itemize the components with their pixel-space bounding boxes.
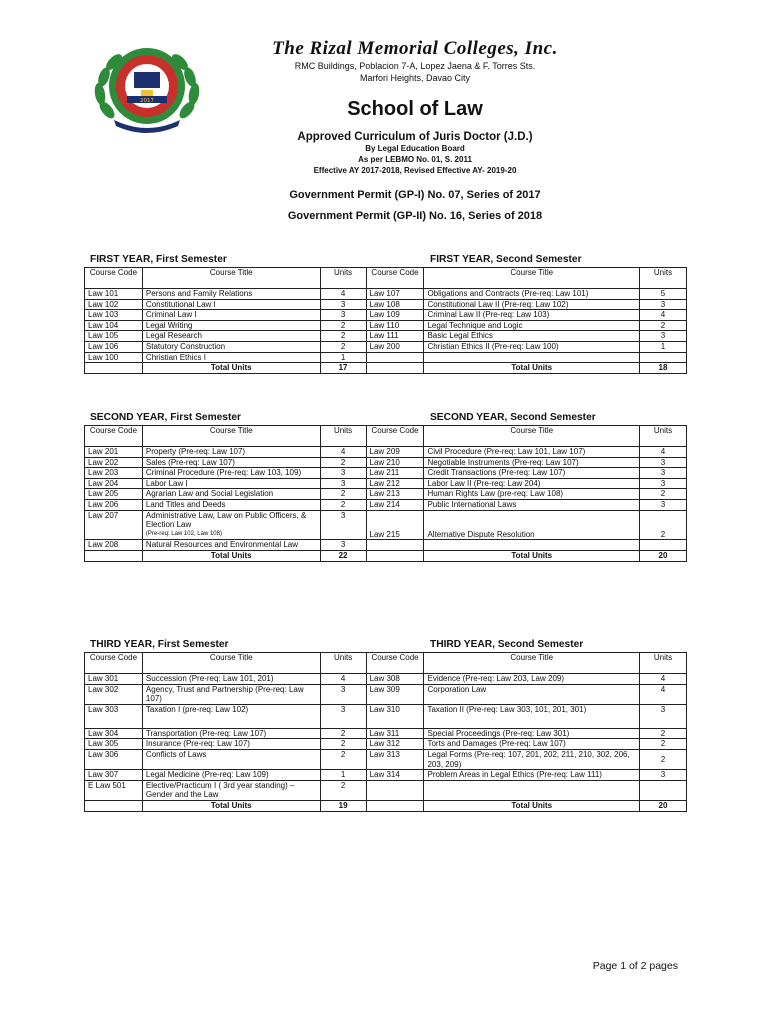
col-course-code: Course Code [85,653,143,674]
course-code: Law 203 [85,468,143,479]
table-header-row [85,653,687,674]
second-year-sem1-title: SECOND YEAR, First Semester [90,412,241,423]
course-units: 3 [640,499,687,510]
course-title: Conflicts of Laws [142,749,320,769]
course-title: Christian Ethics I [142,352,320,363]
course-units: 3 [640,457,687,468]
course-units: 4 [320,289,366,300]
course-code: Law 211 [366,468,424,479]
course-units: 2 [640,510,687,540]
third-year-table [84,652,687,812]
course-title: Property (Pre-req: Law 107) [142,447,320,458]
col-course-title: Course Title [142,653,320,674]
course-title: Legal Writing [142,320,320,331]
table-row [85,489,687,500]
col-course-code: Course Code [366,268,424,289]
first-year-sem1-title: FIRST YEAR, First Semester [90,254,227,265]
course-code: E Law 501 [85,780,143,800]
course-title: Land Titles and Deeds [142,499,320,510]
permit-gp2: Government Permit (GP-II) No. 16, Series of 2018 [287,210,543,222]
table-row [85,457,687,468]
course-units: 4 [640,684,687,704]
course-title: Persons and Family Relations [142,289,320,300]
course-code: Law 314 [366,770,424,781]
table-row [85,331,687,342]
school-title: School of Law [347,98,483,120]
course-title: Legal Forms (Pre-req: 107, 201, 202, 211, 210, 302, 206, 203, 209) [424,749,640,769]
course-code: Law 110 [366,320,424,331]
first-year-table [84,267,687,374]
total-units: 20 [640,800,687,811]
course-code: Law 202 [85,457,143,468]
total-label: Total Units [424,550,640,561]
table-row [85,684,687,704]
table-row [85,749,687,769]
course-title [142,510,320,540]
course-code: Law 306 [85,749,143,769]
table-header-row [85,268,687,289]
table-row [85,299,687,310]
course-title: Public International Laws [424,499,640,510]
course-code: Law 301 [85,674,143,685]
course-code: Law 208 [85,540,143,551]
course-code: Law 102 [85,299,143,310]
table-row [85,704,687,728]
course-code: Law 213 [366,489,424,500]
course-title: Labor Law II (Pre-req: Law 204) [424,478,640,489]
col-course-title: Course Title [142,426,320,447]
course-code: Law 205 [85,489,143,500]
course-code [366,540,424,551]
course-units [640,352,687,363]
col-course-code: Course Code [85,268,143,289]
col-units: Units [640,268,687,289]
course-code: Law 207 [85,510,143,540]
course-units: 3 [320,299,366,310]
table-row [85,468,687,479]
table-row [85,341,687,352]
course-code: Law 302 [85,684,143,704]
board-line: By Legal Education Board [365,144,465,153]
course-units [640,540,687,551]
college-name: The Rizal Memorial Colleges, Inc. [272,38,558,59]
course-code: Law 100 [85,352,143,363]
table-row [85,499,687,510]
course-code: Law 200 [366,341,424,352]
course-title: Torts and Damages (Pre-req: Law 107) [424,739,640,750]
college-seal-logo [92,44,202,134]
course-units: 5 [640,289,687,300]
course-units: 2 [320,780,366,800]
course-units: 4 [640,674,687,685]
total-label: Total Units [424,363,640,374]
course-units: 3 [640,331,687,342]
course-code: Law 309 [366,684,424,704]
course-code: Law 101 [85,289,143,300]
course-title: Constitutional Law I [142,299,320,310]
table-row [85,320,687,331]
course-units: 2 [320,728,366,739]
course-units: 2 [640,749,687,769]
course-units: 3 [320,684,366,704]
col-units: Units [320,268,366,289]
total-label: Total Units [142,550,320,561]
table-row [85,770,687,781]
course-title: Criminal Law I [142,310,320,321]
course-units: 3 [320,704,366,728]
table-row [85,447,687,458]
address-line-1: RMC Buildings, Poblacion 7-A, Lopez Jaena & F. Torres Sts. [294,61,536,71]
course-code: Law 313 [366,749,424,769]
table-row [85,674,687,685]
course-title: Agency, Trust and Partnership (Pre-req: Law 107) [142,684,320,704]
third-year-sem2-title: THIRD YEAR, Second Semester [430,639,584,650]
page-number: Page 1 of 2 pages [592,960,678,972]
course-title: Insurance (Pre-req: Law 107) [142,739,320,750]
col-units: Units [640,426,687,447]
course-units: 3 [320,510,366,540]
course-title: Evidence (Pre-req: Law 203, Law 209) [424,674,640,685]
total-units: 20 [640,550,687,561]
course-units: 4 [640,447,687,458]
course-title: Corporation Law [424,684,640,704]
course-code: Law 307 [85,770,143,781]
course-units: 2 [320,499,366,510]
document-header [200,38,630,224]
course-code: Law 103 [85,310,143,321]
course-title: Sales (Pre-req: Law 107) [142,457,320,468]
curriculum-title: Approved Curriculum of Juris Doctor (J.D.) [297,131,533,143]
course-units: 2 [320,331,366,342]
total-units: 22 [320,550,366,561]
course-title: Taxation I (pre-req: Law 102) [142,704,320,728]
course-units: 3 [640,299,687,310]
table-row [85,728,687,739]
col-course-title: Course Title [424,653,640,674]
course-title: Constitutional Law II (Pre-req: Law 102) [424,299,640,310]
course-title: Natural Resources and Environmental Law [142,540,320,551]
course-code: Law 201 [85,447,143,458]
course-title: Taxation II (Pre-req: Law 303, 101, 201, 301) [424,704,640,728]
course-title-text: Administrative Law, Law on Public Officers, & Election Law [145,510,307,530]
course-code [366,780,424,800]
course-code: Law 204 [85,478,143,489]
total-row [85,550,687,561]
third-year-sem1-title: THIRD YEAR, First Semester [90,639,229,650]
course-title: Criminal Procedure (Pre-req: Law 103, 109) [142,468,320,479]
effective-line: Effective AY 2017-2018, Revised Effective AY- 2019-20 [313,166,517,175]
table-row [85,510,687,540]
course-units: 2 [640,728,687,739]
course-units: 3 [320,468,366,479]
course-code: Law 104 [85,320,143,331]
table-row [85,352,687,363]
course-title: Succession (Pre-req: Law 101, 201) [142,674,320,685]
course-title: Credit Transactions (Pre-req: Law 107) [424,468,640,479]
course-title: Elective/Practicum I ( 3rd year standing) – Gender and the Law [142,780,320,800]
course-title: Obligations and Contracts (Pre-req: Law 101) [424,289,640,300]
course-code: Law 108 [366,299,424,310]
course-code: Law 308 [366,674,424,685]
course-code: Law 206 [85,499,143,510]
course-units: 4 [320,674,366,685]
seal-year: 2017 [140,98,154,104]
lebmo-line: As per LEBMO No. 01, S. 2011 [358,155,472,164]
course-code: Law 304 [85,728,143,739]
course-units: 1 [320,770,366,781]
course-title [424,780,640,800]
total-units: 17 [320,363,366,374]
total-units: 19 [320,800,366,811]
course-code [366,352,424,363]
course-units: 3 [320,310,366,321]
course-title: Legal Technique and Logic [424,320,640,331]
table-row [85,780,687,800]
course-code: Law 305 [85,739,143,750]
col-course-code: Course Code [85,426,143,447]
course-units: 4 [320,447,366,458]
course-title [424,540,640,551]
course-code: Law 310 [366,704,424,728]
course-code: Law 215 [366,510,424,540]
course-title: Special Proceedings (Pre-req: Law 301) [424,728,640,739]
course-units [640,780,687,800]
col-course-title: Course Title [424,426,640,447]
course-units: 3 [640,704,687,728]
course-code: Law 105 [85,331,143,342]
total-units: 18 [640,363,687,374]
course-units: 3 [640,478,687,489]
course-title: Agrarian Law and Social Legislation [142,489,320,500]
total-label: Total Units [424,800,640,811]
course-title: Human Rights Law (pre-req: Law 108) [424,489,640,500]
course-units: 2 [640,739,687,750]
course-units: 2 [320,749,366,769]
course-title: Problem Areas in Legal Ethics (Pre-req: Law 111) [424,770,640,781]
course-code: Law 111 [366,331,424,342]
course-title: Civil Procedure (Pre-req: Law 101, Law 107) [424,447,640,458]
course-code: Law 106 [85,341,143,352]
course-code: Law 210 [366,457,424,468]
total-label: Total Units [142,800,320,811]
course-code: Law 312 [366,739,424,750]
course-code: Law 311 [366,728,424,739]
second-year-table [84,425,687,562]
course-code: Law 209 [366,447,424,458]
course-units: 2 [320,320,366,331]
table-header-row [85,426,687,447]
course-title: Criminal Law II (Pre-req: Law 103) [424,310,640,321]
course-code: Law 212 [366,478,424,489]
table-row [85,310,687,321]
prereq-note: (Pre-req: Law 102, Law 108) [145,530,222,537]
course-title: Labor Law I [142,478,320,489]
address-line-2: Marfori Heights, Davao City [359,73,471,83]
course-units: 2 [640,320,687,331]
total-label: Total Units [142,363,320,374]
col-units: Units [320,653,366,674]
course-units: 3 [320,540,366,551]
course-units: 3 [640,468,687,479]
second-year-sem2-title: SECOND YEAR, Second Semester [430,412,596,423]
course-units: 4 [640,310,687,321]
table-row [85,540,687,551]
course-units: 2 [320,739,366,750]
course-units: 1 [320,352,366,363]
course-code: Law 214 [366,499,424,510]
total-row [85,363,687,374]
course-title: Statutory Construction [142,341,320,352]
course-title: Transportation (Pre-req: Law 107) [142,728,320,739]
course-units: 1 [640,341,687,352]
col-course-code: Course Code [366,426,424,447]
course-units: 3 [640,770,687,781]
course-title: Legal Medicine (Pre-req: Law 109) [142,770,320,781]
table-row [85,478,687,489]
course-title: Christian Ethics II (Pre-req: Law 100) [424,341,640,352]
col-course-code: Course Code [366,653,424,674]
col-units: Units [640,653,687,674]
course-code: Law 107 [366,289,424,300]
course-title: Legal Research [142,331,320,342]
col-course-title: Course Title [142,268,320,289]
permit-gp1: Government Permit (GP-I) No. 07, Series of 2017 [289,189,541,201]
course-title: Basic Legal Ethics [424,331,640,342]
course-code: Law 109 [366,310,424,321]
col-units: Units [320,426,366,447]
course-title: Negotiable Instruments (Pre-req: Law 107) [424,457,640,468]
first-year-sem2-title: FIRST YEAR, Second Semester [430,254,582,265]
course-units: 2 [320,457,366,468]
course-units: 2 [320,341,366,352]
course-units: 2 [640,489,687,500]
table-row [85,289,687,300]
course-title [424,352,640,363]
course-units: 3 [320,478,366,489]
table-row [85,739,687,750]
course-code: Law 303 [85,704,143,728]
total-row [85,800,687,811]
course-title: Alternative Dispute Resolution [424,510,640,540]
col-course-title: Course Title [424,268,640,289]
course-units: 2 [320,489,366,500]
